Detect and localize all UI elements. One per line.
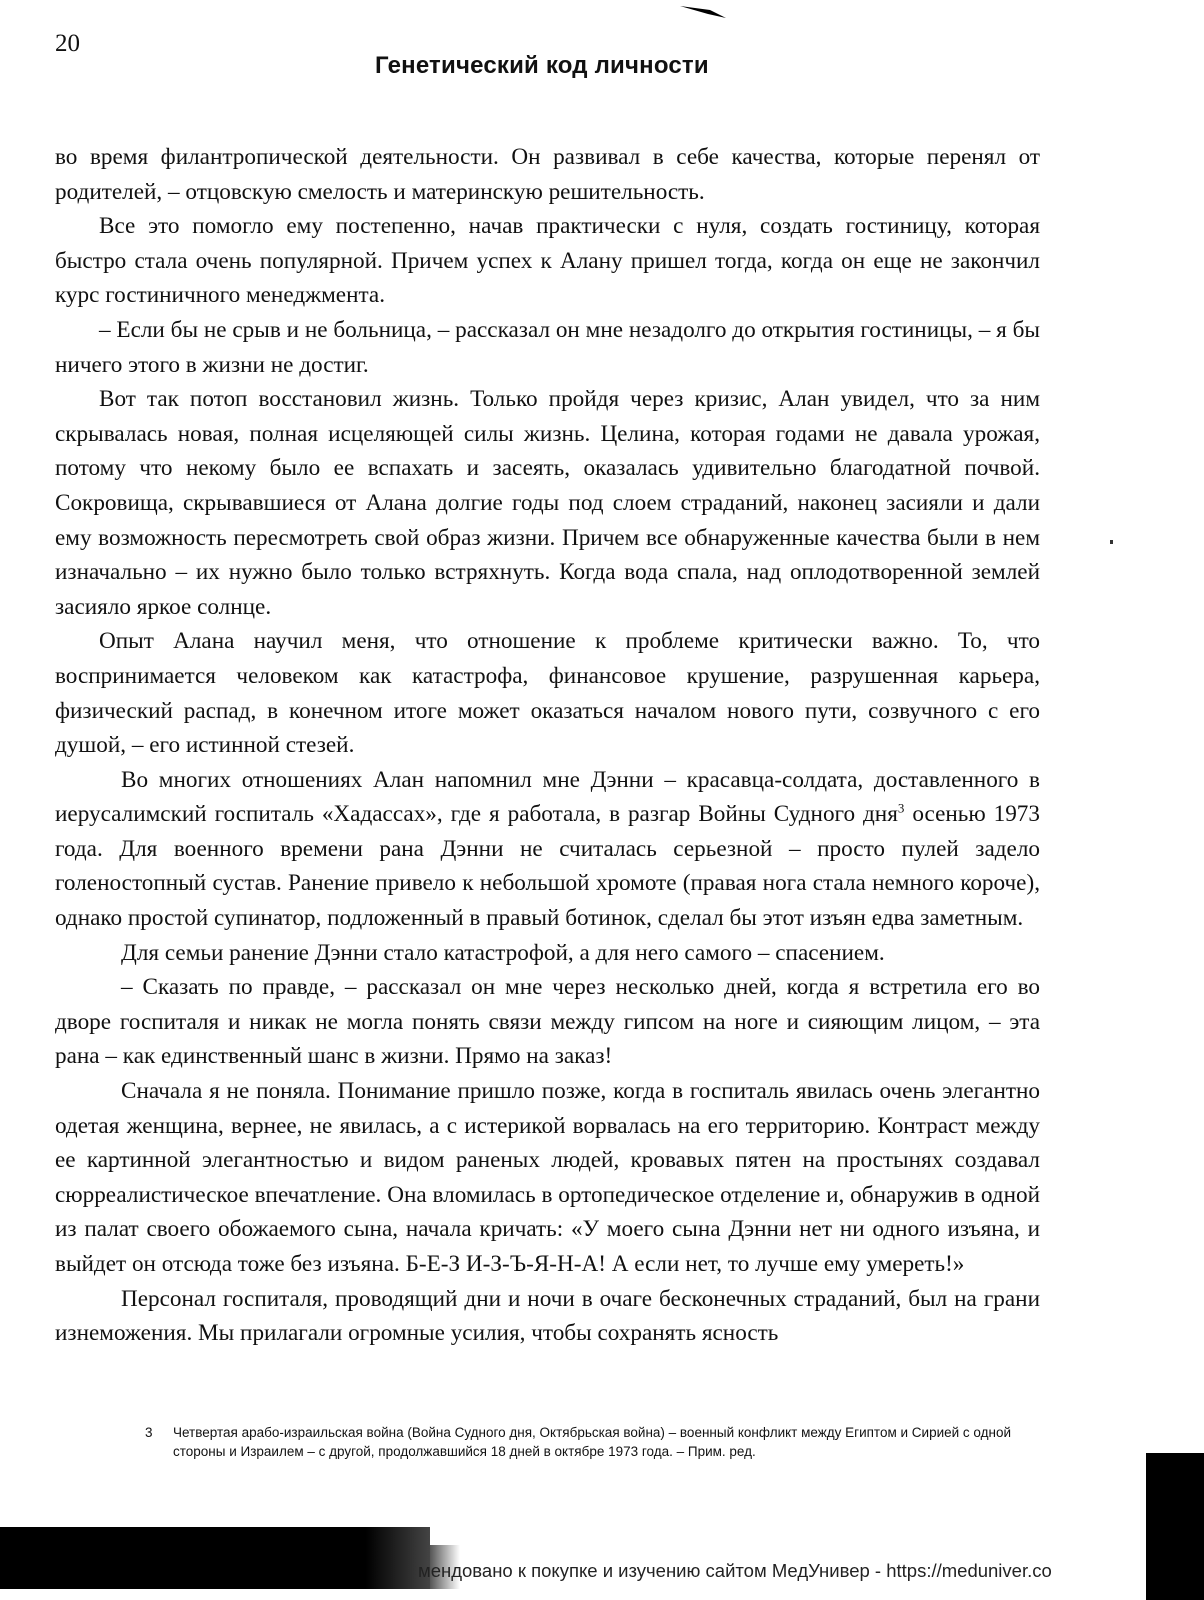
- paragraph: Опыт Алана научил меня, что отношение к проблеме критически важно. То, что воспринимается человеком как катастрофа, финансовое крушение, разрушенная карьера, физический распад, в конечном итоге может оказаться началом нового пути, созвучного с его душой, – его истинной стезей.: [55, 628, 1040, 759]
- footnote-number: 3: [145, 1425, 153, 1440]
- watermark-link[interactable]: мендовано к покупке и изучению сайтом МедУнивер - https://meduniver.co: [418, 1560, 1052, 1581]
- body-text: [55, 140, 1040, 1351]
- paragraph-text: Во многих отношениях Алан напомнил мне Дэнни – красавца-солдата, доставленного в иерусалимский госпиталь «Хадассах», где я работала, в разгар Войны Судного дня: [55, 766, 1040, 828]
- paragraph: Для семьи ранение Дэнни стало катастрофой, а для него самого – спасением.: [121, 939, 885, 966]
- footnote-reference[interactable]: 3: [897, 800, 905, 816]
- paragraph: – Сказать по правде, – рассказал он мне через несколько дней, когда я встретила его во дворе госпиталя и никак не могла понять связи между гипсом на ноге и сияющим лицом, – эта рана – как единственный шанс в жизни. Прямо на заказ!: [55, 974, 1040, 1070]
- footnote: [145, 1423, 1045, 1461]
- scan-dark-edge: [0, 1527, 430, 1589]
- paragraph: – Если бы не срыв и не больница, – рассказал он мне незадолго до открытия гостиницы, – я бы ничего этого в жизни не достиг.: [55, 316, 1040, 378]
- footnote-text: Четвертая арабо-израильская война (Война Судного дня, Октябрьская война) – военный конфликт между Египтом и Сирией с одной стороны и Израилем – с другой, продолжавшийся 18 дней в октябре 1973 года. – Прим. ред.: [173, 1425, 1012, 1459]
- paragraph: Сначала я не поняла. Понимание пришло позже, когда в госпиталь явилась очень элегантно одетая женщина, вернее, не явилась, а с истерикой ворвалась на его территорию. Контраст между ее картинной элегантностью и видом раненых людей, кровавых пятен на простынях создавал сюрреалистическое впечатление. Она вломилась в ортопедическое отделение и, обнаружив в одной из палат своего обожаемого сына, начала кричать: «У моего сына Дэнни нет ни одного изъяна, и выйдет он отсюда тоже без изъяна. Б-Е-З И-З-Ъ-Я-Н-А! А если нет, то лучше ему умереть!»: [55, 1078, 1040, 1277]
- scan-speck: [1110, 540, 1113, 544]
- scan-artifact-mark: [680, 4, 728, 20]
- paragraph: Персонал госпиталя, проводящий дни и ночи в очаге бесконечных страданий, был на грани изнеможения. Мы прилагали огромные усилия, чтобы сохранять ясность: [55, 1285, 1040, 1347]
- paragraph-text: осенью 1973 года. Для военного времени рана Дэнни не считалась серьезной – просто пулей задело голеностопный сустав. Ранение привело к небольшой хромоте (правая нога стала немного короче), однако простой супинатор, подложенный в правый ботинок, сделал бы этот изъян едва заметным.: [55, 801, 1040, 932]
- running-head: Генетический код личности: [375, 52, 709, 79]
- paragraph: [55, 763, 1040, 936]
- scan-dark-edge-right: [1146, 1453, 1204, 1600]
- page-number: 20: [55, 30, 80, 57]
- paragraph: во время филантропической деятельности. Он развивал в себе качества, которые перенял от родителей, – отцовскую смелость и материнскую решительность.: [55, 144, 1040, 205]
- paragraph: Вот так потоп восстановил жизнь. Только пройдя через кризис, Алан увидел, что за ним скрывалась новая, полная исцеляющей силы жизнь. Целина, которая годами не давала урожая, потому что некому было ее вспахать и засеять, оказалась удивительно благодатной почвой. Сокровища, скрывавшиеся от Алана долгие годы под слоем страданий, наконец засияли и дали ему возможность пересмотреть свой образ жизни. Причем все обнаруженные качества были в нем изначально – их нужно было только встряхнуть. Когда вода спала, над оплодотворенной землей засияло яркое солнце.: [55, 386, 1040, 620]
- paragraph: Все это помогло ему постепенно, начав практически с нуля, создать гостиницу, которая быстро стала очень популярной. Причем успех к Алану пришел тогда, когда он еще не закончил курс гостиничного менеджмента.: [55, 213, 1040, 309]
